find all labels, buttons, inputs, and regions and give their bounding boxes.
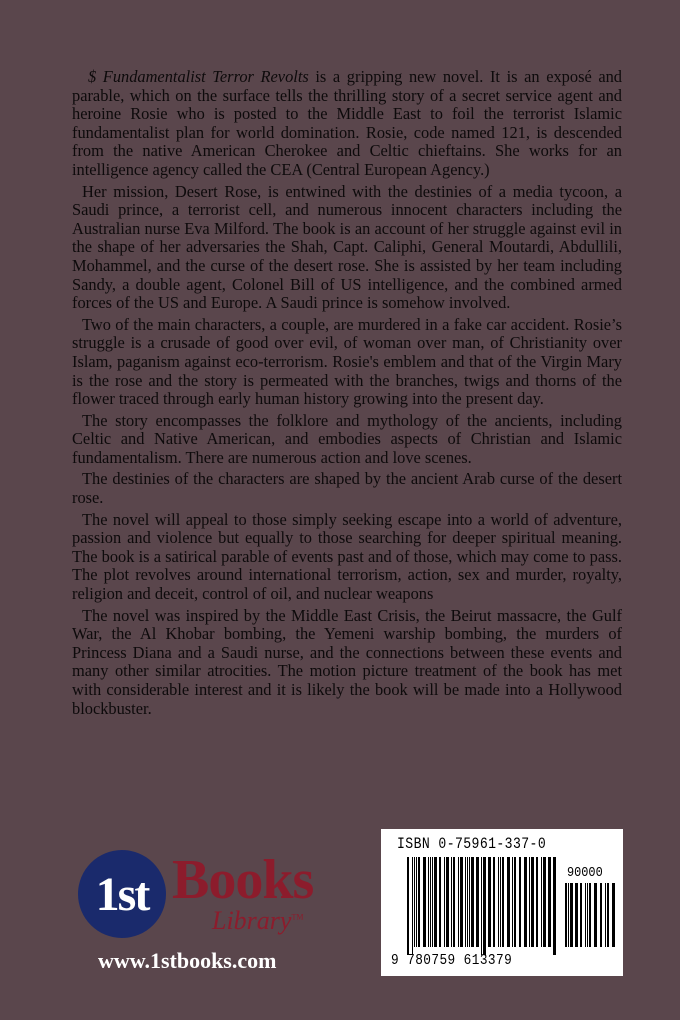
blurb-paragraph-7: The novel was inspired by the Middle East Crisis, the Beirut massacre, the Gulf War, the Al Khobar bombing, the Yemeni warship bombing, the murders of Princess Diana and a Saudi nurse, and the connections between these events and many other similar atrocities. The motion picture treatment of the book has met with considerable interest and it is likely the book will be made into a Hollywood blockbuster. xyxy=(72,605,622,718)
barcode-bar xyxy=(605,883,606,947)
barcode-bar xyxy=(502,857,504,947)
barcode-bar xyxy=(529,857,530,947)
barcode-bar xyxy=(512,857,513,947)
barcode-bar xyxy=(548,857,551,947)
barcode-bar xyxy=(488,857,491,947)
blurb-paragraph-1: $ Fundamentalist Terror Revolts is a gripping new novel. It is an exposé and parable, which on the surface tells the thrilling story of a secret service agent and heroine Rosie who is posted to the Middle East to foil the terrorist Islamic fundamentalist plan for world domination. Rosie, code named 121, is descended from the native American Cherokee and Celtic chieftains. She works for an intelligence agency called the CEA (Central European Agency.) xyxy=(72,67,623,179)
blurb-paragraph-2: Her mission, Desert Rose, is entwined with the destinies of a media tycoon, a Saudi prince, a terrorist cell, and numerous innocent characters including the Australian nurse Eva Milford. The book is an account of her struggle against evil in the shape of her adversaries the Shah, Capt. Caliphi, General Moutardi, Abdullili, Mohammel, and the curse of the desert rose. She is assisted by her team including Sandy, a double agent, Colonel Bill of US intelligence, and the combined armed forces of the US and Europe. A Saudi prince is somehow involved. xyxy=(72,181,622,313)
barcode-bar xyxy=(469,857,470,947)
barcode-bar xyxy=(575,883,578,947)
barcode-bar xyxy=(453,857,455,947)
barcode-bar xyxy=(476,857,479,947)
barcode-bar xyxy=(589,883,591,947)
barcode-bar xyxy=(446,857,449,947)
barcode-bar xyxy=(541,857,542,947)
isbn-barcode xyxy=(381,829,623,976)
barcode-bar xyxy=(585,883,586,947)
barcode-bar xyxy=(414,857,415,947)
barcode-bar xyxy=(514,857,516,947)
barcode-bar xyxy=(536,857,538,947)
addon-digits: 90000 xyxy=(567,865,603,881)
barcode-bar xyxy=(481,857,482,955)
blurb-paragraph-3: Two of the main characters, a couple, are murdered in a fake car accident. Rosie’s struggle is a crusade of good over evil, of woman over man, of Christianity over Islam, paganism against eco-terrorism. Rosie's emblem and that of the Virgin Mary is the rose and the story is permeated with the branches, twigs and thorns of the flower traced through early human history growing into the present day. xyxy=(72,314,622,409)
barcode-bar xyxy=(500,857,501,947)
barcode-bar xyxy=(434,857,437,947)
logo-circle xyxy=(78,850,166,938)
barcode-bar xyxy=(531,857,534,947)
barcode-bar xyxy=(416,857,417,947)
barcode-bar xyxy=(451,857,452,947)
barcode-bar xyxy=(428,857,429,947)
barcode-bar xyxy=(580,883,582,947)
logo-1st-text: 1st xyxy=(95,867,149,921)
barcode-bar xyxy=(412,857,413,955)
barcode-bar xyxy=(432,857,433,947)
blurb-paragraph-5: The destinies of the characters are shaped by the ancient Arab curse of the desert rose. xyxy=(72,469,622,508)
barcode-bar xyxy=(471,857,474,947)
blurb-paragraph-6: The novel will appeal to those simply seeking escape into a world of adventure, passion and violence but equally to those searching for deeper spiritual meaning. The book is a satirical parable of events past and of those, which may come to pass. The plot revolves around international terrorism, action, sex and murder, royalty, religion and deceit, control of oil, and nuclear weapons xyxy=(72,509,622,604)
barcode-bar xyxy=(460,857,463,947)
publisher-website[interactable]: www.1stbooks.com xyxy=(98,948,277,973)
back-cover-blurb xyxy=(72,68,622,721)
barcode-bar xyxy=(418,857,420,947)
isbn-label: ISBN 0-75961-337-0 xyxy=(397,835,547,853)
barcode-bar xyxy=(507,857,510,947)
blurb-paragraph-4: The story encompasses the folklore and mythology of the ancients, including Celtic and Native American, and embodies aspects of Christian and Islamic fundamentalism. There are numerous action and love scenes. xyxy=(72,410,622,467)
barcode-bar xyxy=(458,857,459,947)
barcode-bar xyxy=(430,857,431,947)
barcode-bar xyxy=(587,883,588,947)
barcode-bar xyxy=(519,857,521,947)
barcode-bar xyxy=(465,857,466,947)
barcode-bar xyxy=(493,857,495,947)
book-title: $ Fundamentalist Terror Revolts xyxy=(88,67,309,86)
barcode-bar xyxy=(467,857,468,947)
publisher-logo xyxy=(78,850,338,950)
barcode-bar xyxy=(570,883,573,947)
barcode-bar xyxy=(444,857,445,947)
barcode-bar xyxy=(543,857,546,947)
barcode-bar xyxy=(423,857,426,947)
barcode-bar xyxy=(498,857,499,947)
barcode-bar xyxy=(553,857,556,955)
logo-books-text: Books xyxy=(172,849,314,911)
barcode-bar xyxy=(594,883,597,947)
barcode-bar xyxy=(524,857,527,947)
logo-library-text: Library™ xyxy=(212,906,304,935)
barcode-bar xyxy=(407,857,409,955)
trademark-mark: TM xyxy=(291,912,304,922)
barcode-bar xyxy=(483,857,486,955)
barcode-bar xyxy=(439,857,441,947)
barcode-bar xyxy=(600,883,602,947)
barcode-bar xyxy=(568,883,569,947)
barcode-bar xyxy=(607,883,609,947)
barcode-bar xyxy=(565,883,567,947)
barcode-bar xyxy=(612,883,615,947)
ean-digits: 9 780759 613379 xyxy=(391,952,513,969)
